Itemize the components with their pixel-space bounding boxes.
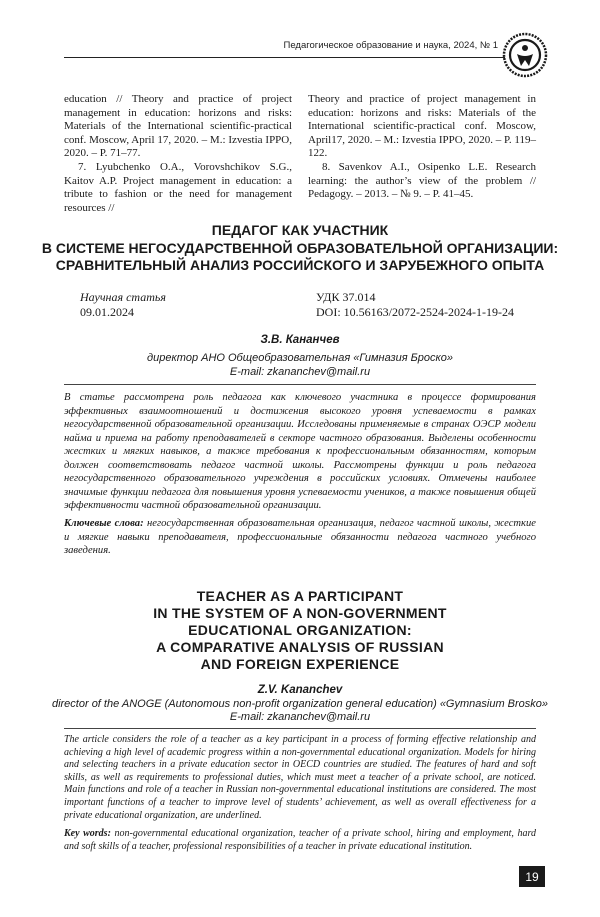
article-date: 09.01.2024 — [80, 304, 134, 319]
abstract-en — [64, 734, 536, 822]
reference-item: 8. Savenkov A.I., Osipenko L.E. Research learning: the author’s view of the problem // Pedagogy. – 2013. – № 9. – P. 41–45. — [308, 160, 536, 201]
keywords-ru — [64, 517, 536, 558]
udk-code: УДК 37.014 — [316, 290, 376, 304]
author-affiliation-en: director of the ANOGE (Autonomous non-profit organization general education) «Gymnasium Brosko» — [51, 698, 549, 710]
article-type: Научная статья — [80, 290, 166, 304]
title-line: IN THE SYSTEM OF A NON-GOVERNMENT — [153, 605, 447, 621]
abstract-text: В статье рассмотрена роль педагога как ключевого участника в процессе формирования эффективных взаимоотношений и достижения высокого уровня успеваемости в рамках негосударственной образовательной организации. Исследованы применяемые в странах ОЭСР модели найма и приема на работу преподавателей в секторе частного образования. Выделены особенности жестких и мягких навыков, а также требования к профессиональным обязанностям, которым должен соответствовать педагог частной школы. Рассмотрены функции и роль педагога негосударственного образовательного учреждения в российских условиях. Отмечены наиболее значимые функции педагога для повышения уровня успеваемости учеников, а также повышения общей эффективности частной образовательной организации. — [64, 392, 536, 511]
keywords-text: негосударственная образовательная организация, педагог частной школы, жесткие и мягкие навыки преподавателя, профессиональные обязанности педагога частного учебного заведения. — [64, 518, 537, 556]
author-email-en: E-mail: zkananchev@mail.ru — [229, 711, 371, 723]
keywords-label: Ключевые слова: — [64, 518, 144, 529]
title-line: AND FOREIGN EXPERIENCE — [200, 656, 400, 672]
keywords-label: Key words: — [64, 828, 111, 839]
title-line: A COMPARATIVE ANALYSIS OF RUSSIAN — [156, 639, 444, 655]
abstract-text: The article considers the role of a teacher as a key participant in a process of forming effective relationship and achieving a high level of academic progress within a non-governmental educational organization. Models for hiring and selecting teachers in a private education sector in OECD countries are studied. The features of hard and soft skills, as well as requirements to professional duties, which must meet a teacher of a private school, are noticed. Main functions and role of a teacher in Russian non-governmental educational institutions are considered. The most important functions of a teacher to improve level of students’ achievement, as well as overall effectiveness for a private educational organization, are underlined. — [64, 734, 536, 821]
title-line: EDUCATIONAL ORGANIZATION: — [188, 622, 412, 638]
article-title-en — [60, 588, 540, 673]
title-line: В СИСТЕМЕ НЕГОСУДАРСТВЕННОЙ ОБРАЗОВАТЕЛЬНОЙ ОРГАНИЗАЦИИ: — [41, 239, 559, 256]
journal-logo-icon — [502, 32, 548, 78]
title-line: TEACHER AS A PARTICIPANT — [196, 588, 404, 604]
references-right-column — [308, 93, 536, 215]
journal-header: Педагогическое образование и наука, 2024, № 1 — [283, 40, 498, 51]
reference-item: 7. Lyubchenko O.A., Vorovshchikov S.G., Kaitov A.P. Project management in education: a tribute to fashion or the need for management resources // — [64, 160, 292, 214]
author-name-en: Z.V. Kananchev — [257, 684, 343, 696]
author-affiliation-ru: директор АНО Общеобразовательная «Гимназия Броско» — [147, 352, 453, 364]
abstract-divider — [64, 384, 536, 385]
author-email-ru: E-mail: zkananchev@mail.ru — [229, 366, 371, 378]
reference-item: Theory and practice of project management in education: horizons and risks: Materials of the International scientific-practical conf. Moscow, April17, 2020. – M.: Izvestia IPPO, 2020. – P. 119–122. — [308, 93, 536, 160]
abstract-divider — [64, 728, 536, 729]
title-line: СРАВНИТЕЛЬНЫЙ АНАЛИЗ РОССИЙСКОГО И ЗАРУБЕЖНОГО ОПЫТА — [55, 257, 545, 273]
title-line: ПЕДАГОГ КАК УЧАСТНИК — [211, 222, 389, 238]
author-name-ru: З.В. Кананчев — [260, 334, 340, 346]
references-left-column — [64, 93, 292, 215]
keywords-text: non-governmental educational organization, teacher of a private school, hiring and employment, hard and soft skills of a teacher, professional responsibilities of a teacher in private educational institution. — [64, 828, 536, 852]
reference-item: education // Theory and practice of project management in education: horizons and risks: Materials of the International scientific-practical conf. Moscow, April 17, 2020. – M.: Izvestia IPPO, 2020. – P. 71–77. — [64, 93, 292, 160]
article-meta — [80, 290, 540, 319]
abstract-ru — [64, 391, 536, 513]
page-number: 19 — [519, 866, 545, 887]
references-continued — [64, 93, 536, 215]
article-title-ru — [40, 222, 560, 275]
doi: DOI: 10.56163/2072-2524-2024-1-19-24 — [316, 304, 514, 319]
header-divider — [64, 57, 505, 58]
keywords-en — [64, 828, 536, 853]
